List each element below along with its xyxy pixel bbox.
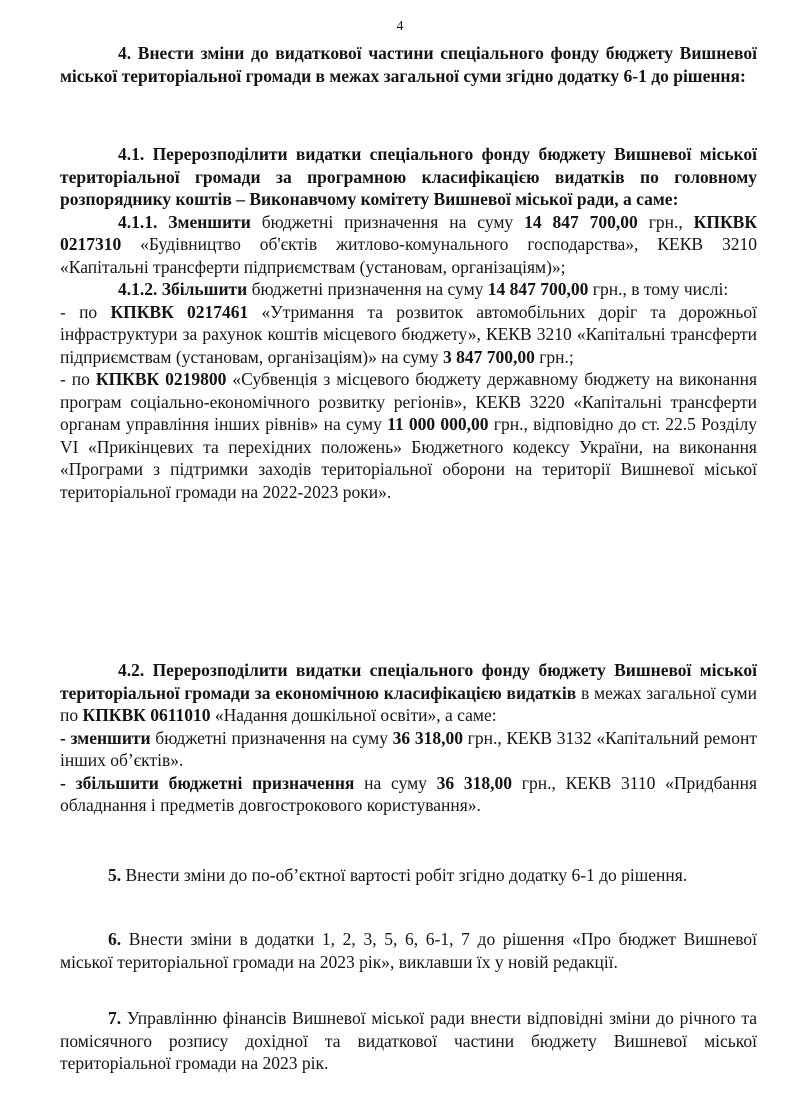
- sub-item-b: [60, 368, 757, 503]
- page-number: 4: [396, 19, 404, 34]
- section-4: [60, 42, 757, 87]
- item-4-1-1-amount: 14 847 700,00: [524, 211, 638, 232]
- sub-item-a-amount: 3 847 700,00: [443, 346, 535, 367]
- section-4-2-text1: в межах загальної суми по: [60, 682, 757, 725]
- sub-item-a-text2: грн.;: [534, 346, 574, 367]
- section-4-text: 4. Внести зміни до видаткової частини спеціального фонду бюджету Вишневої міської територіальної громади в межах загальної суми згідно додатку 6-1 до рішення:: [60, 43, 757, 86]
- increase-label: - збільшити бюджетні призначення: [60, 772, 355, 793]
- decrease-label: - зменшити: [60, 727, 151, 748]
- section-6-text: [60, 928, 757, 973]
- sub-item-a-prefix: - по: [60, 301, 111, 322]
- sub-item-b-prefix: - по: [60, 369, 96, 389]
- section-4-2-heading: 4.2. Перерозподілити видатки спеціального фонду бюджету Вишневої міської територіальної громади за економічною класифікацією видатків: [60, 660, 757, 703]
- decrease-text1: бюджетні призначення на суму: [150, 727, 393, 748]
- section-4-2-intro: [60, 659, 757, 727]
- section-5: [60, 864, 757, 887]
- sub-item-b-text2: грн., відповідно до ст. 22.5 Розділу VI «Прикінцевих та перехідних положень» Бюджетного кодексу України, на виконання «Програми з підтримки заходів територіальної оборони на території Вишневої міської територіальної громади на 2022-2023 роки».: [60, 414, 757, 502]
- decrease-amount: 36 318,00: [392, 727, 463, 748]
- section-4-2-code: КПКВК 0611010: [82, 705, 211, 725]
- increase-amount: 36 318,00: [436, 772, 513, 793]
- section-6-body: Внести зміни в додатки 1, 2, 3, 5, 6, 6-1, 7 до рішення «Про бюджет Вишневої міської територіальної громади на 2023 рік», виклавши їх у новій редакції.: [60, 929, 757, 972]
- sub-item-a: [60, 301, 757, 369]
- item-4-1-1-label: 4.1.1. Зменшити: [118, 211, 251, 232]
- section-7-text: [60, 1007, 757, 1075]
- increase-text2: грн., КЕКВ 3110 «Придбання обладнання і предметів довгострокового користування».: [60, 772, 757, 815]
- item-4-1-2: [60, 278, 757, 301]
- section-5-body: Внести зміни до по-об’єктної вартості робіт згідно додатку 6-1 до рішення.: [121, 865, 688, 885]
- decrease-item: [60, 727, 757, 772]
- section-7: [60, 1007, 757, 1075]
- section-7-body: Управлінню фінансів Вишневої міської ради внести відповідні зміни до річного та помісячного розпису дохідної та видаткової частини бюджету Вишневої міської територіальної громади на 2023 рік.: [60, 1008, 757, 1073]
- item-4-1-2-text2: грн., в тому числі:: [588, 279, 729, 299]
- item-4-1-1: [60, 211, 757, 279]
- item-4-1-2-label: 4.1.2. Збільшити: [118, 279, 248, 299]
- section-5-text: [60, 864, 757, 887]
- section-6-num: 6.: [108, 929, 122, 949]
- sub-item-a-text1: «Утримання та розвиток автомобільних доріг та дорожньої інфраструктури за рахунок коштів місцевого бюджету», КЕКВ 3210 «Капітальні трансферти підприємствам (установам, організаціям)» на суму: [60, 301, 758, 367]
- item-4-1-1-text2: грн.,: [637, 211, 694, 232]
- sub-item-b-code: КПКВК 0219800: [95, 369, 227, 389]
- item-4-1-2-text1: бюджетні призначення на суму: [247, 279, 488, 299]
- item-4-1-1-text1: бюджетні призначення на суму: [250, 211, 525, 232]
- increase-text1: на суму: [354, 772, 437, 793]
- increase-item: [60, 772, 757, 817]
- sub-item-b-amount: 11 000 000,00: [387, 414, 489, 434]
- item-4-1-1-code: КПКВК 0217310: [60, 211, 758, 254]
- section-5-num: 5.: [108, 865, 122, 885]
- sub-item-a-code: КПКВК 0217461: [110, 301, 249, 322]
- section-4-2: [60, 659, 757, 817]
- sub-item-b-text1: «Субвенція з місцевого бюджету державному бюджету на виконання програм соціально-економічного розвитку регіонів», КЕКВ 3220 «Капітальні трансферти органам управління інших рівнів» на суму: [60, 369, 757, 434]
- item-4-1-2-amount: 14 847 700,00: [487, 279, 589, 299]
- section-7-num: 7.: [108, 1008, 122, 1028]
- item-4-1-1-text3: «Будівництво об'єктів житлово-комунального господарства», КЕКВ 3210 «Капітальні трансферти підприємствам (установам, організаціям)»;: [60, 234, 757, 277]
- section-4-2-text2: «Надання дошкільної освіти», а саме:: [210, 705, 497, 725]
- section-4-1: [60, 143, 757, 503]
- decrease-text2: грн., КЕКВ 3132 «Капітальний ремонт інших об’єктів».: [60, 727, 758, 770]
- section-4-1-heading: 4.1. Перерозподілити видатки спеціального фонду бюджету Вишневої міської територіальної громади за програмною класифікацією видатків по головному розпоряднику коштів – Виконавчому комітету Вишневої міської ради, а саме:: [60, 144, 757, 209]
- section-6: [60, 928, 757, 973]
